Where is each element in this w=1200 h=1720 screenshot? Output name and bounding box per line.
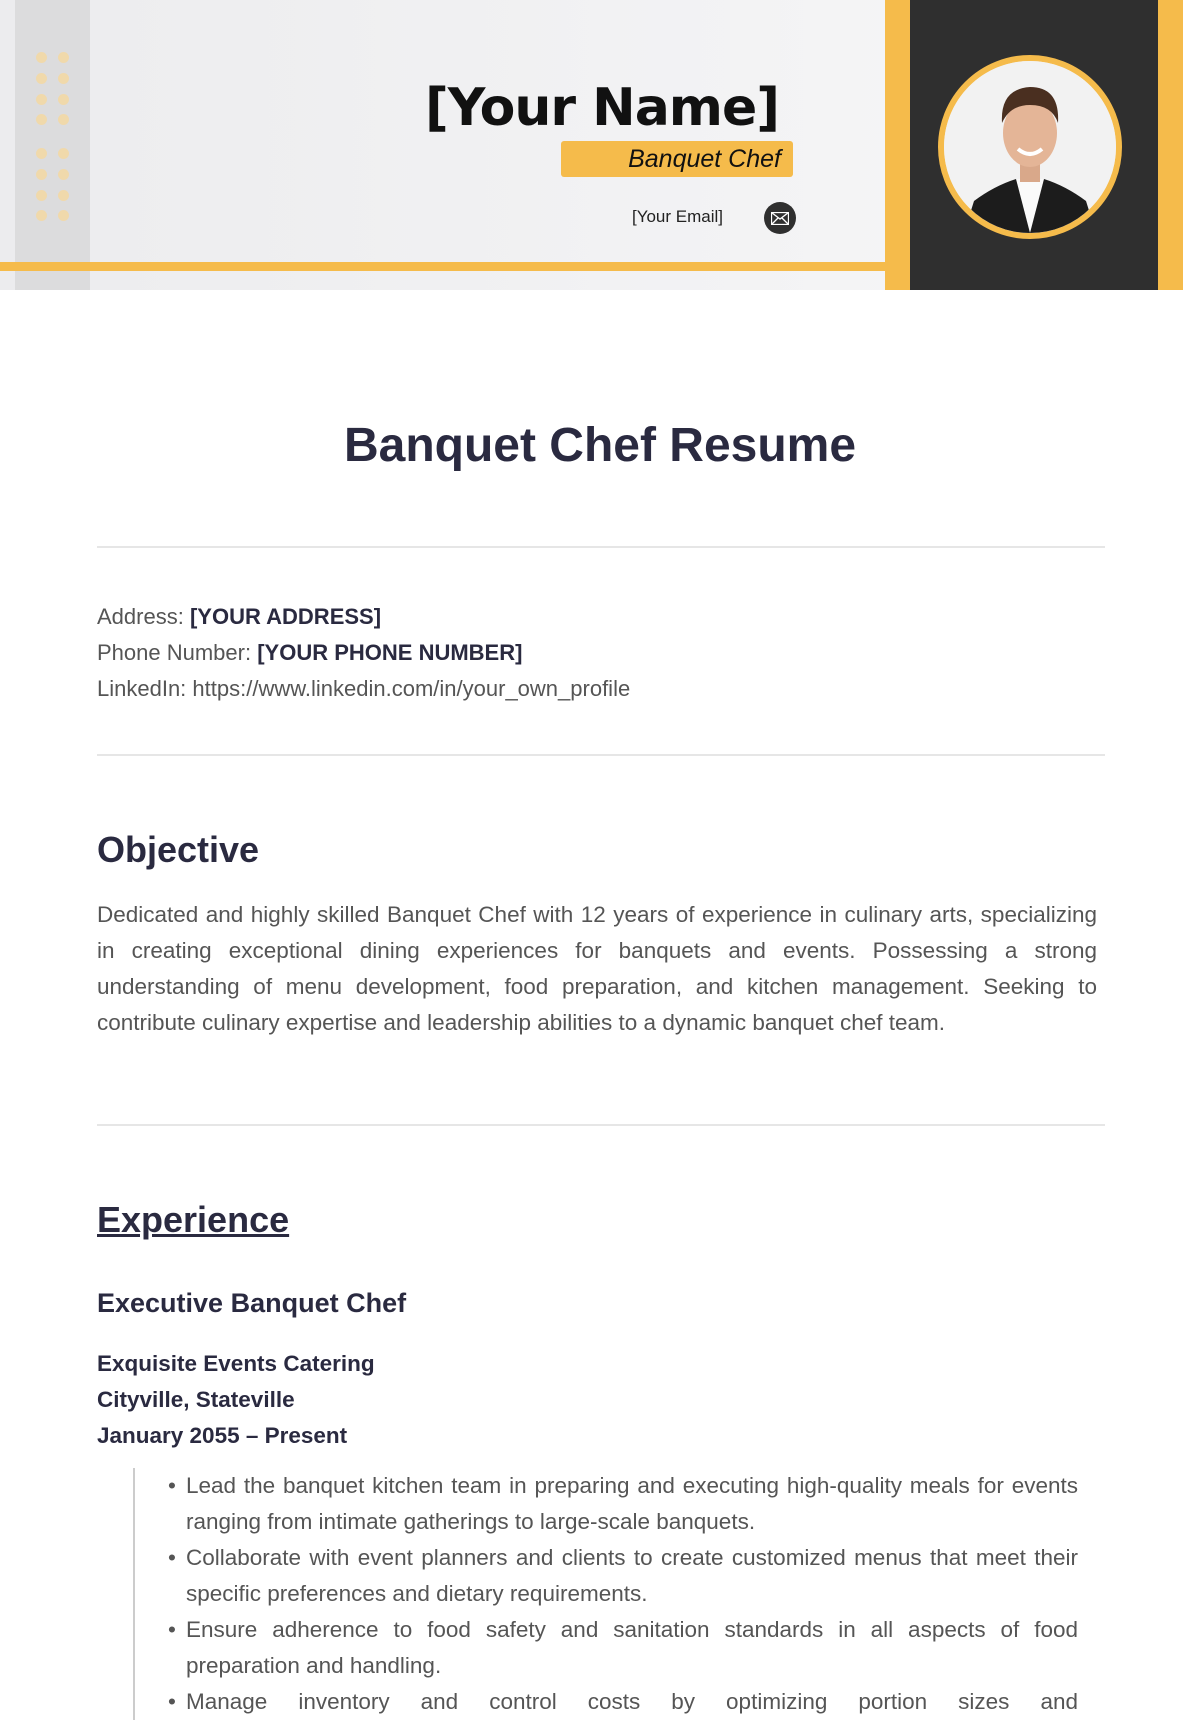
profile-photo — [938, 55, 1122, 239]
phone-label: Phone Number: — [97, 640, 252, 665]
location: Cityville, Stateville — [97, 1387, 295, 1412]
list-item: • Manage inventory and control costs by optimizing portion sizes and — [168, 1684, 1078, 1720]
divider — [97, 546, 1105, 548]
address-value: [YOUR ADDRESS] — [189, 604, 382, 629]
address-line — [97, 604, 381, 630]
divider — [97, 754, 1105, 756]
decorative-column — [15, 0, 90, 290]
linkedin-label: LinkedIn: — [97, 676, 187, 701]
list-item: • Collaborate with event planners and clients to create customized menus that meet their specific preferences and dietary requirements. — [168, 1540, 1078, 1612]
phone-line — [97, 640, 522, 666]
candidate-name: [Your Name] — [425, 78, 779, 138]
linkedin-line — [97, 676, 630, 702]
list-item: • Lead the banquet kitchen team in preparing and executing high-quality meals for events ranging from intimate gatherings to large-scale banquets. — [168, 1468, 1078, 1540]
accent-line — [0, 262, 885, 271]
objective-text: Dedicated and highly skilled Banquet Chef with 12 years of experience in culinary arts, specializing in creating exceptional dining experiences for banquets and events. Possessing a strong understanding of menu development, food preparation, and kitchen management. Seeking to contribute culinary expertise and leadership abilities to a dynamic banquet chef team. — [97, 902, 1097, 1035]
job-meta — [97, 1346, 375, 1454]
job-title: Executive Banquet Chef — [97, 1288, 407, 1318]
linkedin-link[interactable]: https://www.linkedin.com/in/your_own_profile — [192, 676, 631, 701]
objective-heading: Objective — [97, 829, 260, 870]
responsibilities-list — [133, 1468, 1078, 1720]
address-label: Address: — [97, 604, 184, 629]
role-badge: Banquet Chef — [561, 141, 793, 177]
phone-value: [YOUR PHONE NUMBER] — [257, 640, 523, 665]
company: Exquisite Events Catering — [97, 1351, 375, 1376]
list-item: • Ensure adherence to food safety and sanitation standards in all aspects of food preparation and handling. — [168, 1612, 1078, 1684]
experience-heading: Experience — [97, 1199, 290, 1240]
envelope-icon — [764, 202, 796, 234]
email-text: [Your Email] — [631, 207, 723, 226]
document-title: Banquet Chef Resume — [343, 419, 857, 472]
dates: January 2055 – Present — [97, 1423, 348, 1448]
divider — [97, 1124, 1105, 1126]
